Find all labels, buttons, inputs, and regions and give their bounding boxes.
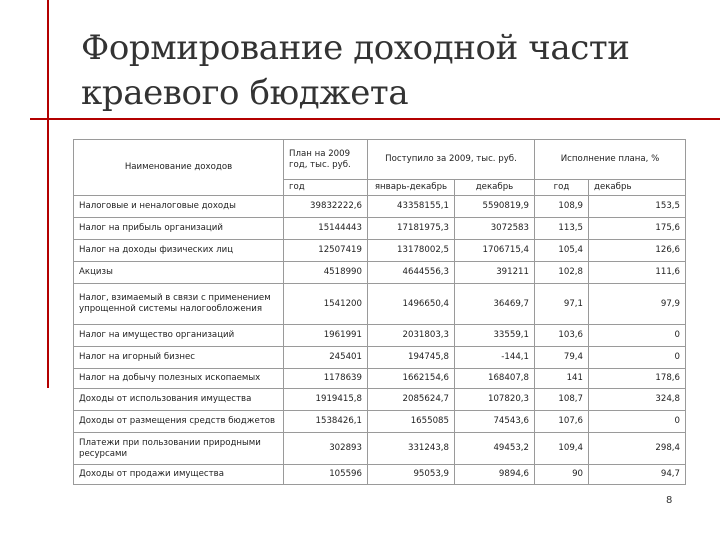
table-header-row	[74, 140, 686, 180]
row-name: Акцизы	[74, 262, 284, 284]
header-income-name: Наименование доходов	[74, 140, 284, 196]
row-exec-year: 107,6	[535, 411, 589, 433]
row-exec-december: 298,4	[589, 433, 686, 465]
row-plan: 245401	[284, 347, 368, 369]
row-plan: 12507419	[284, 240, 368, 262]
row-name: Платежи при пользовании природными ресурсами	[74, 433, 284, 465]
row-plan: 1541200	[284, 284, 368, 325]
row-jan-dec: 4644556,3	[368, 262, 455, 284]
row-exec-december: 111,6	[589, 262, 686, 284]
row-name: Налог на имущество организаций	[74, 325, 284, 347]
row-name: Доходы от использования имущества	[74, 389, 284, 411]
row-exec-year: 79,4	[535, 347, 589, 369]
revenue-table	[73, 139, 686, 485]
row-plan: 4518990	[284, 262, 368, 284]
row-plan: 39832222,6	[284, 196, 368, 218]
row-jan-dec: 2085624,7	[368, 389, 455, 411]
row-exec-year: 90	[535, 465, 589, 485]
row-exec-december: 153,5	[589, 196, 686, 218]
row-jan-dec: 194745,8	[368, 347, 455, 369]
slide-title-line-1: Формирование доходной части	[81, 28, 630, 68]
row-exec-december: 0	[589, 325, 686, 347]
row-plan: 1178639	[284, 369, 368, 389]
row-jan-dec: 331243,8	[368, 433, 455, 465]
table-row	[74, 218, 686, 240]
slide-title	[81, 26, 701, 116]
row-name: Налог, взимаемый в связи с применением упрощенной системы налогообложения	[74, 284, 284, 325]
row-exec-december: 178,6	[589, 369, 686, 389]
row-name: Доходы от продажи имущества	[74, 465, 284, 485]
header-execution: Исполнение плана, %	[535, 140, 686, 180]
row-plan: 15144443	[284, 218, 368, 240]
table-row	[74, 433, 686, 465]
row-name: Доходы от размещения средств бюджетов	[74, 411, 284, 433]
row-december: 9894,6	[455, 465, 535, 485]
subheader-plan-year: год	[284, 180, 368, 196]
row-exec-december: 97,9	[589, 284, 686, 325]
row-december: 3072583	[455, 218, 535, 240]
left-accent-line	[47, 0, 49, 388]
row-jan-dec: 1655085	[368, 411, 455, 433]
row-december: 33559,1	[455, 325, 535, 347]
row-december: -144,1	[455, 347, 535, 369]
row-december: 5590819,9	[455, 196, 535, 218]
row-plan: 1538426,1	[284, 411, 368, 433]
row-name: Налог на игорный бизнес	[74, 347, 284, 369]
subheader-december: декабрь	[455, 180, 535, 196]
row-exec-year: 141	[535, 369, 589, 389]
table-row	[74, 465, 686, 485]
table-row	[74, 389, 686, 411]
row-exec-year: 108,7	[535, 389, 589, 411]
table-row	[74, 411, 686, 433]
table-row	[74, 196, 686, 218]
row-jan-dec: 1662154,6	[368, 369, 455, 389]
row-jan-dec: 95053,9	[368, 465, 455, 485]
page-number: 8	[666, 495, 673, 506]
row-plan: 302893	[284, 433, 368, 465]
header-received: Поступило за 2009, тыс. руб.	[368, 140, 535, 180]
row-december: 74543,6	[455, 411, 535, 433]
table-row	[74, 240, 686, 262]
row-plan: 105596	[284, 465, 368, 485]
row-exec-year: 109,4	[535, 433, 589, 465]
row-exec-year: 105,4	[535, 240, 589, 262]
row-name: Налоговые и неналоговые доходы	[74, 196, 284, 218]
table-row	[74, 369, 686, 389]
row-exec-december: 175,6	[589, 218, 686, 240]
row-jan-dec: 17181975,3	[368, 218, 455, 240]
row-plan: 1961991	[284, 325, 368, 347]
row-name: Налог на добычу полезных ископаемых	[74, 369, 284, 389]
table-row	[74, 347, 686, 369]
row-december: 168407,8	[455, 369, 535, 389]
table-row	[74, 325, 686, 347]
subheader-jan-dec: январь-декабрь	[368, 180, 455, 196]
row-exec-year: 108,9	[535, 196, 589, 218]
row-name: Налог на доходы физических лиц	[74, 240, 284, 262]
row-jan-dec: 13178002,5	[368, 240, 455, 262]
slide-title-line-2: краевого бюджета	[81, 73, 409, 113]
row-exec-december: 0	[589, 411, 686, 433]
header-plan: План на 2009 год, тыс. руб.	[284, 140, 368, 180]
title-underline	[30, 118, 720, 120]
row-exec-december: 94,7	[589, 465, 686, 485]
row-name: Налог на прибыль организаций	[74, 218, 284, 240]
subheader-exec-year: год	[535, 180, 589, 196]
table-row	[74, 262, 686, 284]
row-december: 49453,2	[455, 433, 535, 465]
row-jan-dec: 43358155,1	[368, 196, 455, 218]
row-december: 391211	[455, 262, 535, 284]
row-exec-year: 103,6	[535, 325, 589, 347]
row-exec-december: 126,6	[589, 240, 686, 262]
row-jan-dec: 2031803,3	[368, 325, 455, 347]
row-exec-year: 102,8	[535, 262, 589, 284]
row-exec-december: 324,8	[589, 389, 686, 411]
row-exec-december: 0	[589, 347, 686, 369]
row-december: 36469,7	[455, 284, 535, 325]
row-december: 107820,3	[455, 389, 535, 411]
row-jan-dec: 1496650,4	[368, 284, 455, 325]
table-row	[74, 284, 686, 325]
subheader-exec-december: декабрь	[589, 180, 686, 196]
row-exec-year: 97,1	[535, 284, 589, 325]
row-december: 1706715,4	[455, 240, 535, 262]
row-exec-year: 113,5	[535, 218, 589, 240]
row-plan: 1919415,8	[284, 389, 368, 411]
